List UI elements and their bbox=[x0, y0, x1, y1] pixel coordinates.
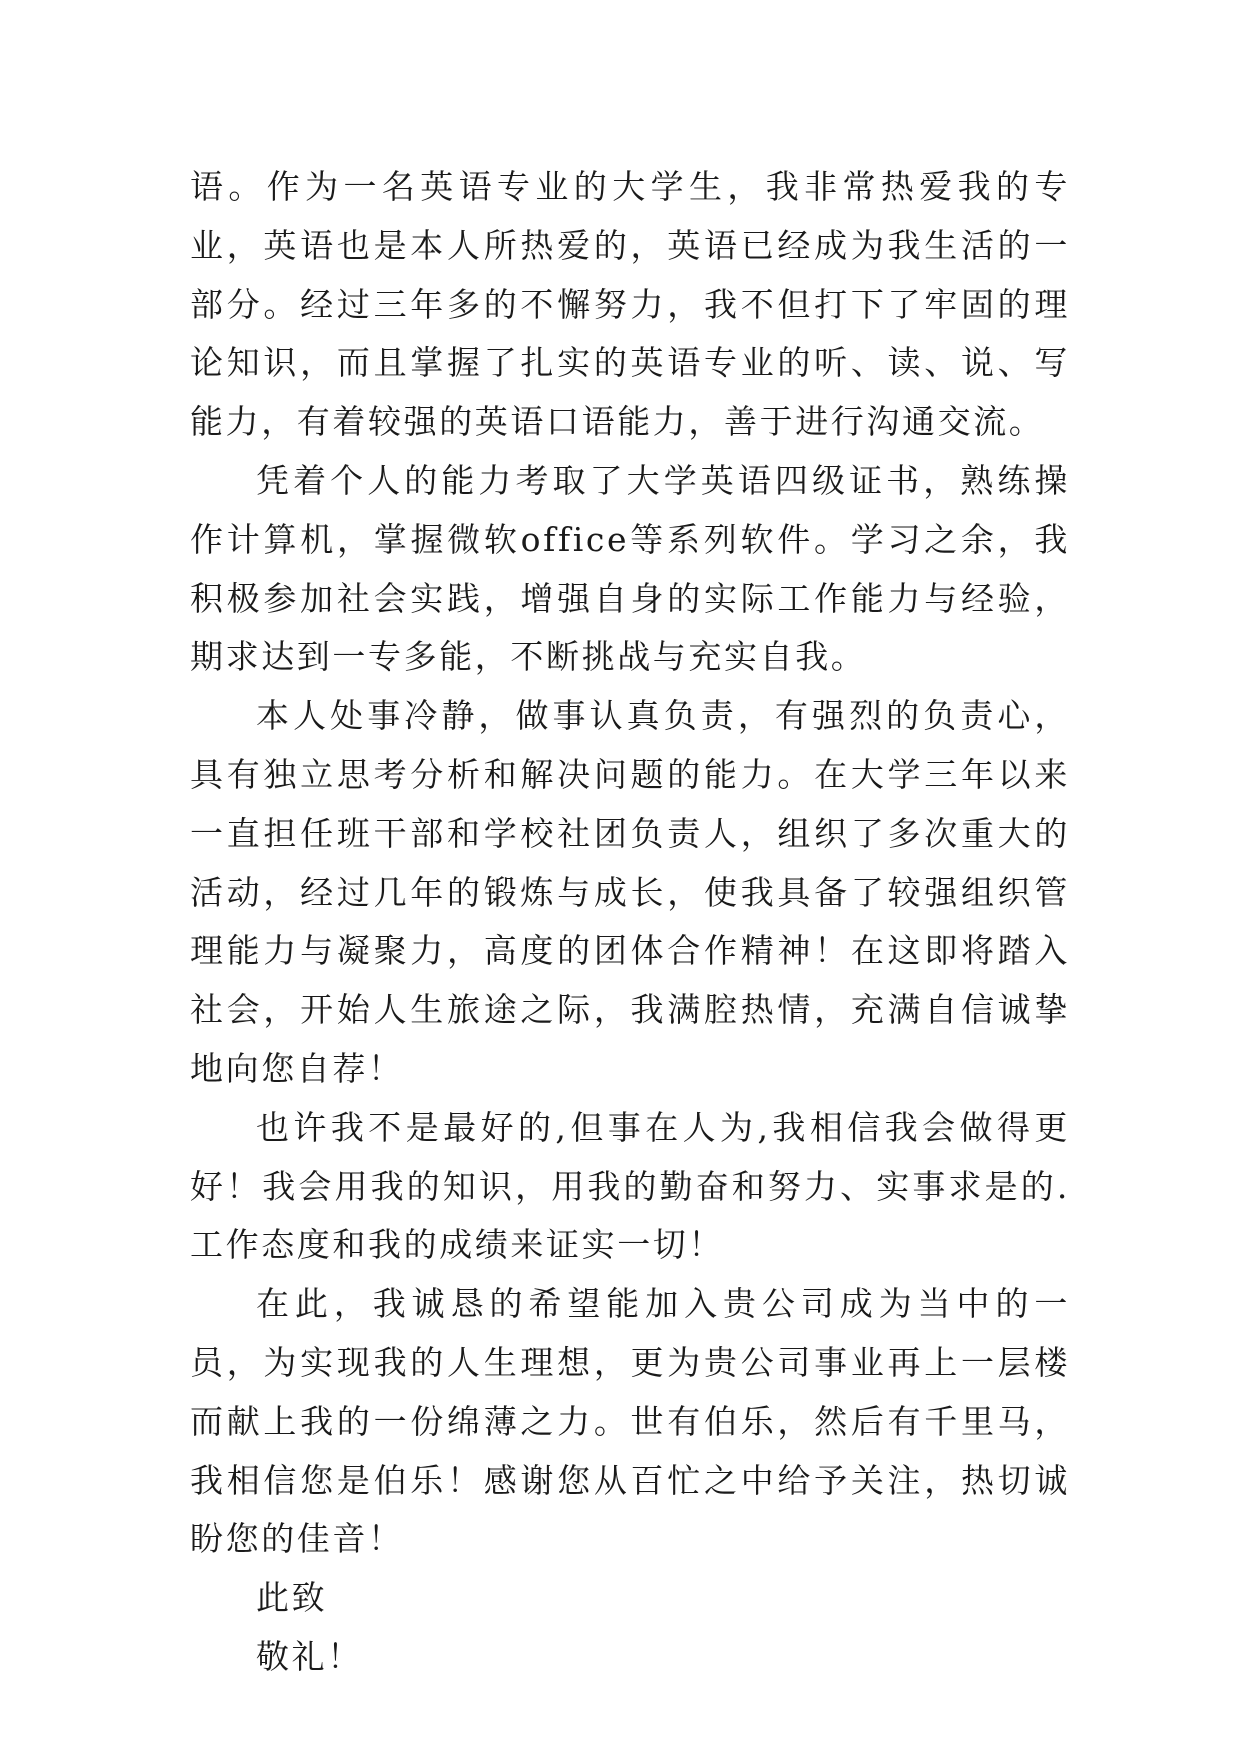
paragraph-closing-wish: 在此，我诚恳的希望能加入贵公司成为当中的一员，为实现我的人生理想，更为贵公司事业再上一层楼而献上我的一份绵薄之力。世有伯乐，然后有千里马，我相信您是伯乐！感谢您从百忙之中给予关注，热切诚盼您的佳音！ bbox=[190, 1284, 1070, 1559]
paragraph-commitment: 也许我不是最好的,但事在人为,我相信我会做得更好！我会用我的知识，用我的勤奋和努力、实事求是的.工作态度和我的成绩来证实一切！ bbox=[190, 1107, 1070, 1265]
paragraph-english-major: 语。作为一名英语专业的大学生，我非常热爱我的专业，英语也是本人所热爱的，英语已经成为我生活的一部分。经过三年多的不懈努力，我不但打下了牢固的理论知识，而且掌握了扎实的英语专业的听、读、说、写能力，有着较强的英语口语能力，善于进行沟通交流。 bbox=[190, 167, 1070, 442]
salutation-cizhi: 此致 bbox=[256, 1578, 328, 1618]
paragraph-certificates: 凭着个人的能力考取了大学英语四级证书，熟练操作计算机，掌握微软office等系列软件。学习之余，我积极参加社会实践，增强自身的实际工作能力与经验，期求达到一专多能，不断挑战与充实自我。 bbox=[190, 460, 1070, 677]
salutation-jingli: 敬礼！ bbox=[256, 1636, 363, 1676]
paragraph-character: 本人处事冷静，做事认真负责，有强烈的负责心，具有独立思考分析和解决问题的能力。在大学三年以来一直担任班干部和学校社团负责人，组织了多次重大的活动，经过几年的锻炼与成长，使我具备了较强组织管理能力与凝聚力，高度的团体合作精神！在这即将踏入社会，开始人生旅途之际，我满腔热情，充满自信诚挚地向您自荐！ bbox=[190, 696, 1070, 1088]
letter-body bbox=[190, 158, 1070, 1687]
